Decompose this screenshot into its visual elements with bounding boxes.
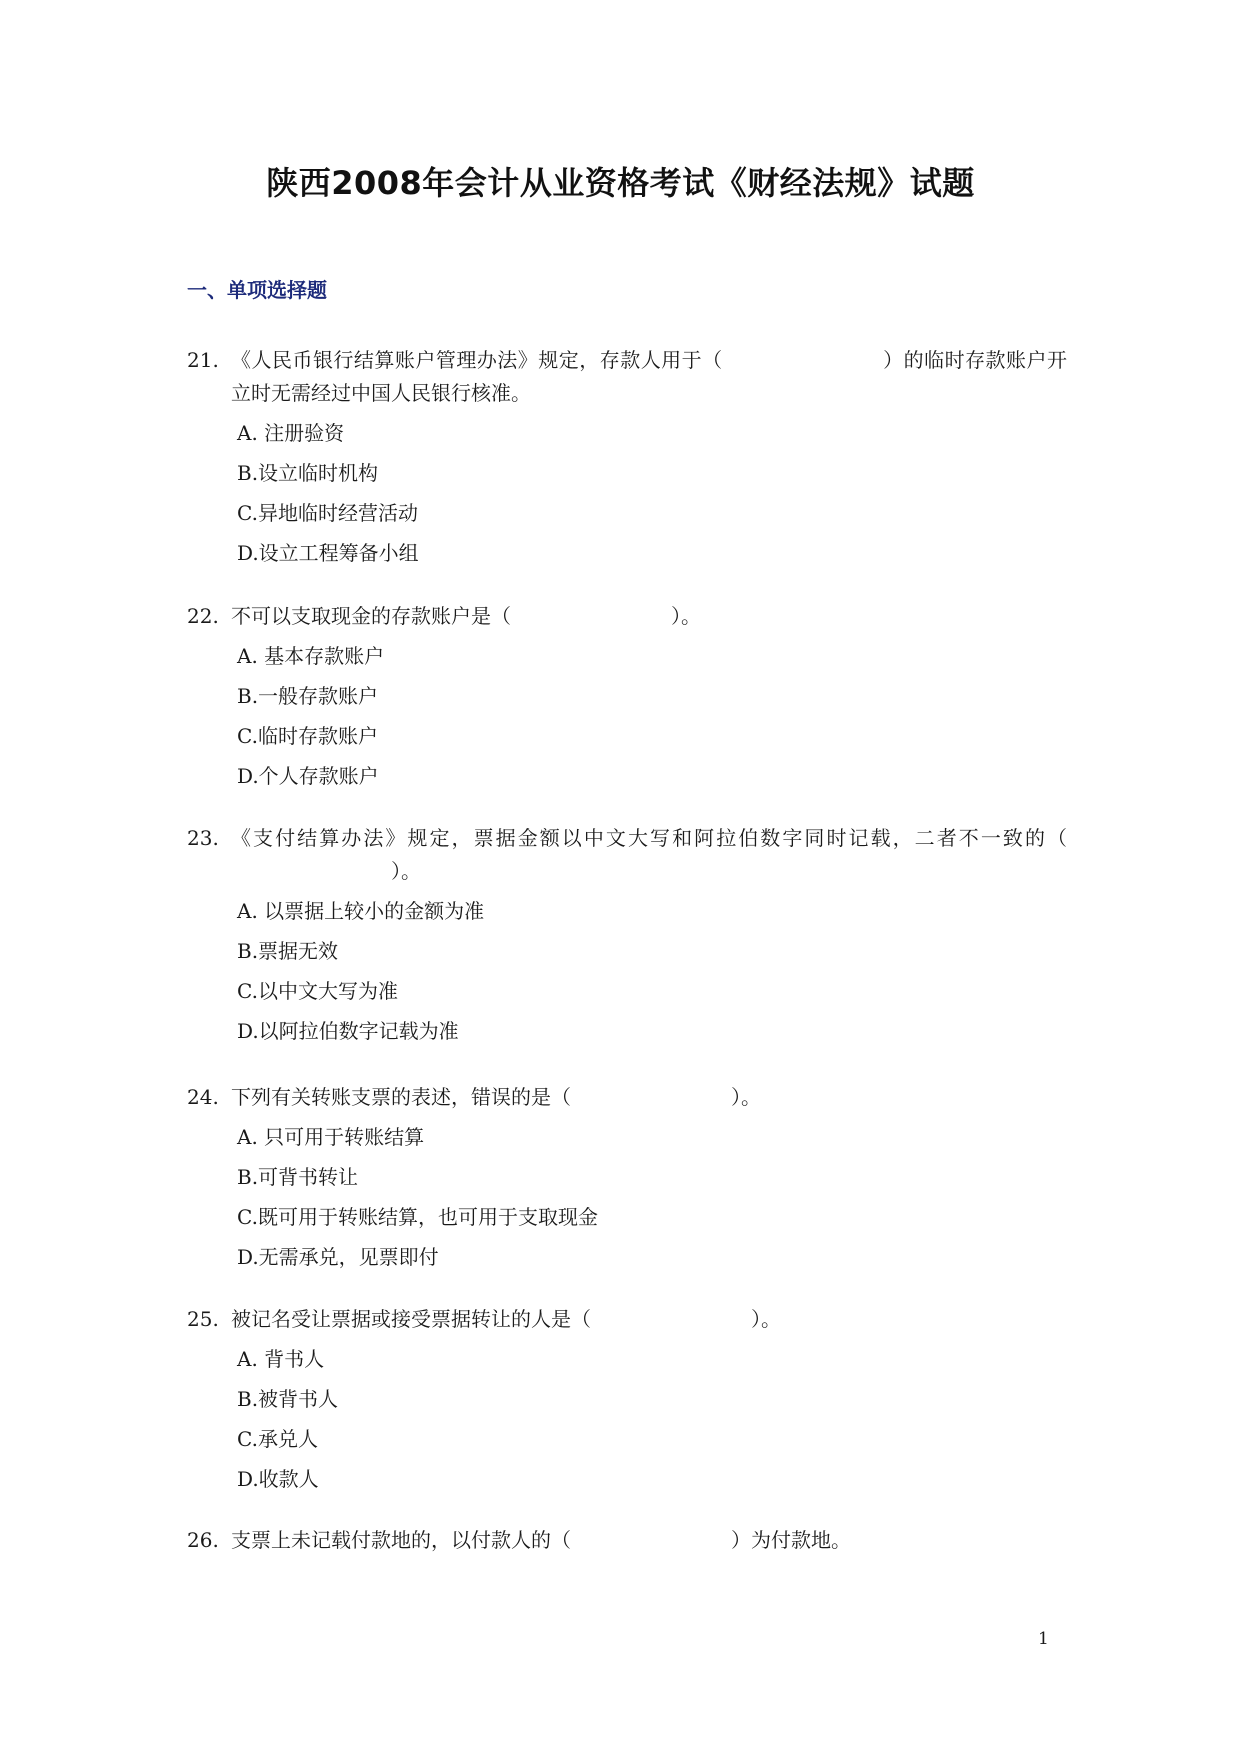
- question-stem: [187, 1524, 1067, 1557]
- question-number: 24.: [187, 1085, 219, 1109]
- option-c: C.以中文大写为准: [237, 979, 398, 1003]
- option-d: D.无需承兑，见票即付: [237, 1245, 439, 1269]
- option-c: C.既可用于转账结算，也可用于支取现金: [237, 1205, 598, 1229]
- option-a: A. 以票据上较小的金额为准: [237, 899, 485, 923]
- option-b: B.可背书转让: [237, 1165, 359, 1189]
- question-stem: [187, 600, 1067, 633]
- question-text: 《人民币银行结算账户管理办法》规定，存款人用于（ ）的临时存款账户开立时无需经过中国人民银行核准。: [231, 348, 1068, 405]
- question-23: [187, 822, 1067, 1051]
- option-b: B.一般存款账户: [237, 684, 379, 708]
- option-b: B.票据无效: [237, 939, 339, 963]
- option-d: D.个人存款账户: [237, 764, 379, 788]
- question-stem: [187, 822, 1067, 888]
- question-stem: [187, 1303, 1067, 1336]
- question-number: 21.: [187, 348, 219, 372]
- question-21: [187, 344, 1067, 573]
- option-c: C.临时存款账户: [237, 724, 378, 748]
- question-25: [187, 1303, 1067, 1499]
- option-a: A. 注册验资: [237, 421, 345, 445]
- section-heading: 一、单项选择题: [187, 278, 327, 302]
- option-b: B.被背书人: [237, 1387, 339, 1411]
- option-c: C.承兑人: [237, 1427, 318, 1451]
- option-c: C.异地临时经营活动: [237, 501, 418, 525]
- question-text: 下列有关转账支票的表述，错误的是（ ）。: [231, 1085, 761, 1109]
- question-22: [187, 600, 1067, 796]
- question-stem: [187, 344, 1067, 410]
- question-26: [187, 1524, 1067, 1557]
- question-text: 不可以支取现金的存款账户是（ ）。: [231, 604, 701, 628]
- question-number: 25.: [187, 1307, 219, 1331]
- option-d: D.收款人: [237, 1467, 319, 1491]
- option-d: D.设立工程筹备小组: [237, 541, 419, 565]
- question-text: 《支付结算办法》规定，票据金额以中文大写和阿拉伯数字同时记载，二者不一致的（）。: [231, 826, 1067, 883]
- option-d: D.以阿拉伯数字记载为准: [237, 1019, 459, 1043]
- question-stem: [187, 1081, 1067, 1114]
- question-number: 23.: [187, 826, 219, 850]
- question-text: 支票上未记载付款地的，以付款人的（ ）为付款地。: [231, 1528, 851, 1552]
- option-a: A. 背书人: [237, 1347, 325, 1371]
- question-text: 被记名受让票据或接受票据转让的人是（ ）。: [231, 1307, 781, 1331]
- question-number: 22.: [187, 604, 219, 628]
- option-a: A. 只可用于转账结算: [237, 1125, 425, 1149]
- document-title: 陕西2008年会计从业资格考试《财经法规》试题: [266, 164, 975, 202]
- question-number: 26.: [187, 1528, 219, 1552]
- option-a: A. 基本存款账户: [237, 644, 385, 668]
- page-number: 1: [1038, 1629, 1049, 1649]
- question-24: [187, 1081, 1067, 1277]
- option-b: B.设立临时机构: [237, 461, 379, 485]
